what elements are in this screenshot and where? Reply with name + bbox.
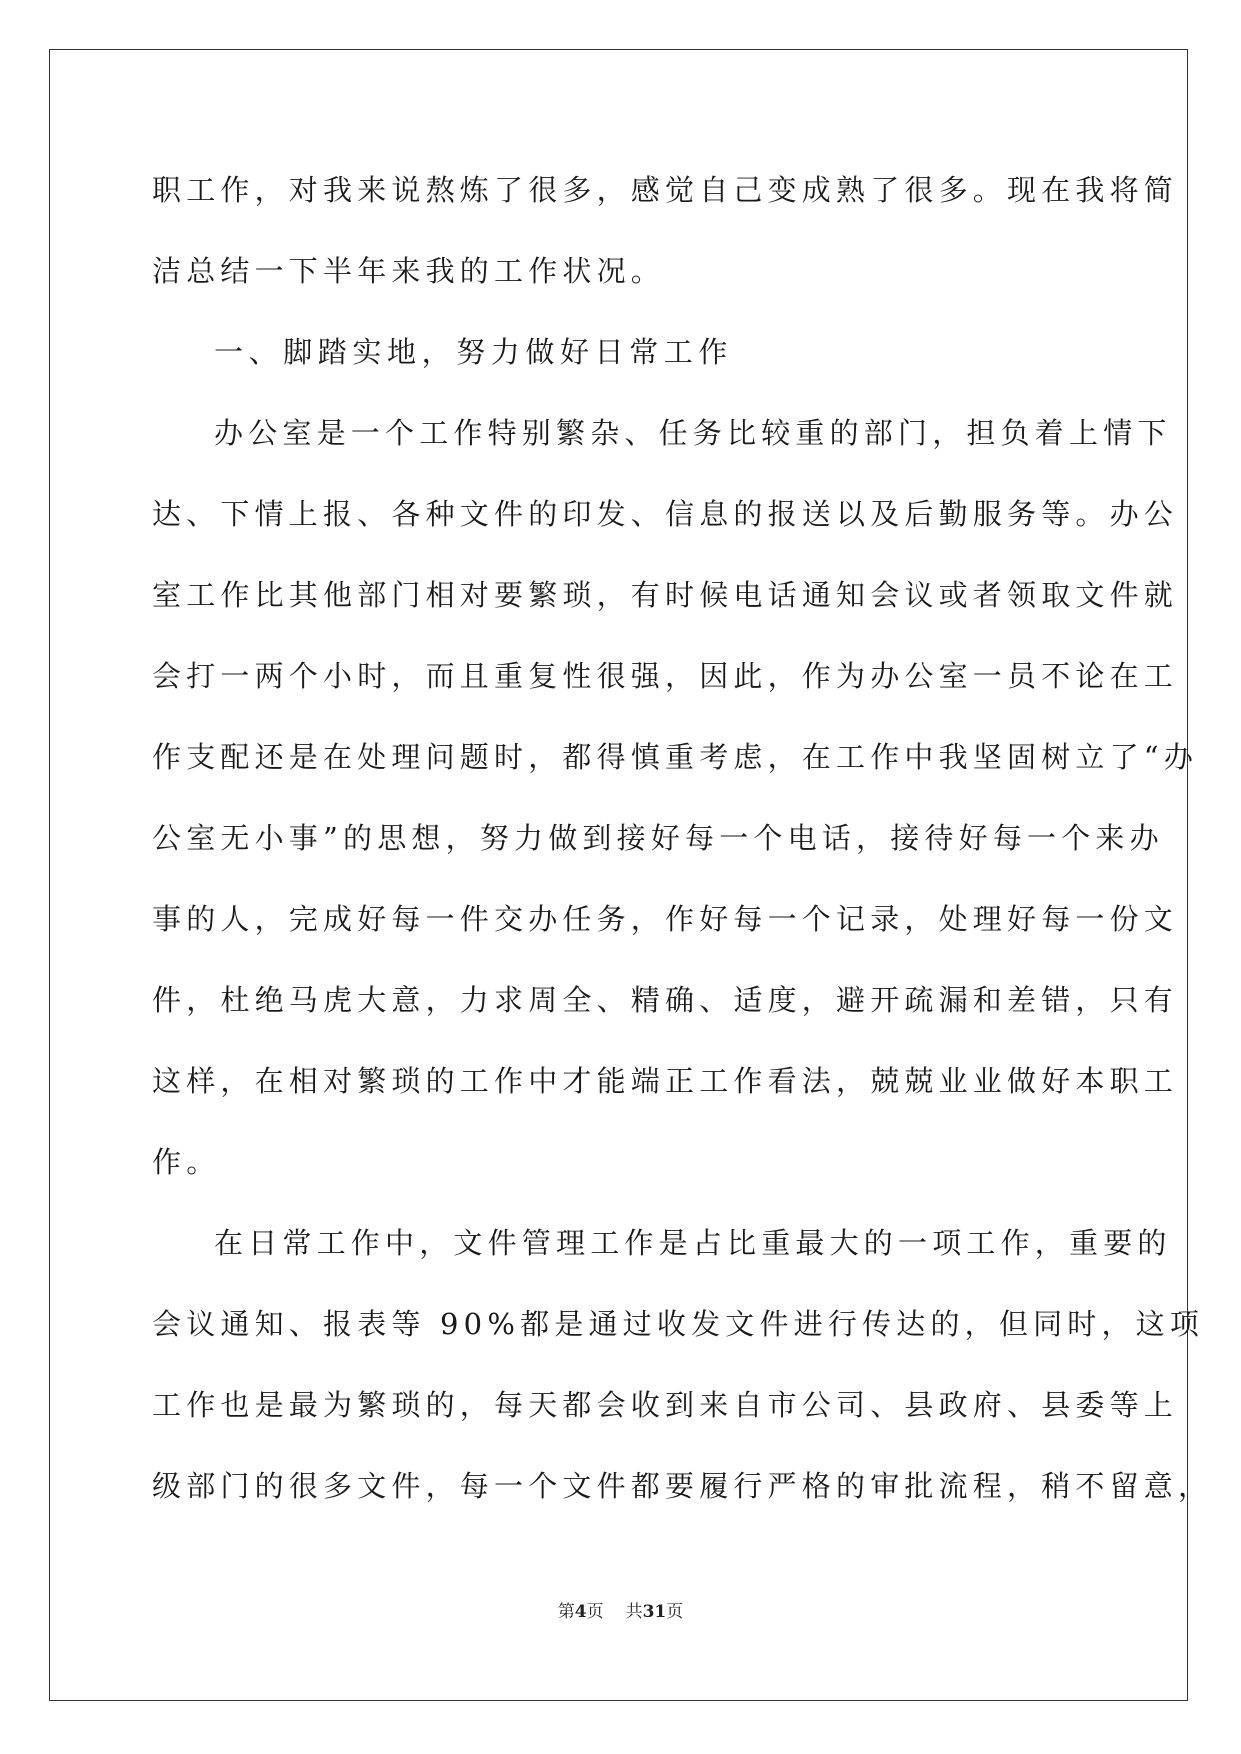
text-line: 件，杜绝马虎大意，力求周全、精确、适度，避开疏漏和差错，只有	[152, 983, 1179, 1017]
text-line: 这样，在相对繁琐的工作中才能端正工作看法，兢兢业业做好本职工	[152, 1064, 1179, 1098]
text-line: 会议通知、报表等 90%都是通过收发文件进行传达的，但同时，这项	[152, 1307, 1205, 1341]
text-line: 级部门的很多文件，每一个文件都要履行严格的审批流程，稍不留意，	[152, 1469, 1213, 1503]
total-page-count: 31	[642, 1602, 667, 1622]
document-body	[152, 160, 1213, 1537]
paragraph-start-line: 办公室是一个工作特别繁杂、任务比较重的部门，担负着上情下	[214, 416, 1172, 450]
text-line: 达、下情上报、各种文件的印发、信息的报送以及后勤服务等。办公	[152, 497, 1179, 531]
paragraph-start-line: 在日常工作中，文件管理工作是占比重最大的一项工作，重要的	[214, 1226, 1172, 1260]
text-line: 室工作比其他部门相对要繁琐，有时候电话通知会议或者领取文件就	[152, 578, 1179, 612]
text-line: 事的人，完成好每一件交办任务，作好每一个记录，处理好每一份文	[152, 902, 1179, 936]
page-footer	[0, 1597, 1241, 1622]
text-line: 职工作，对我来说熬炼了很多，感觉自己变成熟了很多。现在我将简	[152, 173, 1179, 207]
text-line: 会打一两个小时，而且重复性很强，因此，作为办公室一员不论在工	[152, 659, 1179, 693]
text-line: 洁总结一下半年来我的工作状况。	[152, 254, 666, 288]
text-line: 工作也是最为繁琐的，每天都会收到来自市公司、县政府、县委等上	[152, 1388, 1179, 1422]
text-line: 公室无小事”的思想，努力做到接好每一个电话，接待好每一个来办	[152, 821, 1164, 855]
footer-total-prefix: 共	[625, 1602, 643, 1622]
current-page-number: 4	[574, 1602, 587, 1622]
footer-prefix: 第	[557, 1602, 575, 1622]
text-line: 作支配还是在处理问题时，都得慎重考虑，在工作中我坚固树立了“办	[152, 740, 1199, 774]
section-heading: 一、脚踏实地，努力做好日常工作	[214, 335, 734, 369]
footer-total-suffix: 页	[666, 1602, 684, 1622]
text-line: 作。	[152, 1145, 221, 1179]
footer-page-suffix: 页	[586, 1602, 604, 1622]
